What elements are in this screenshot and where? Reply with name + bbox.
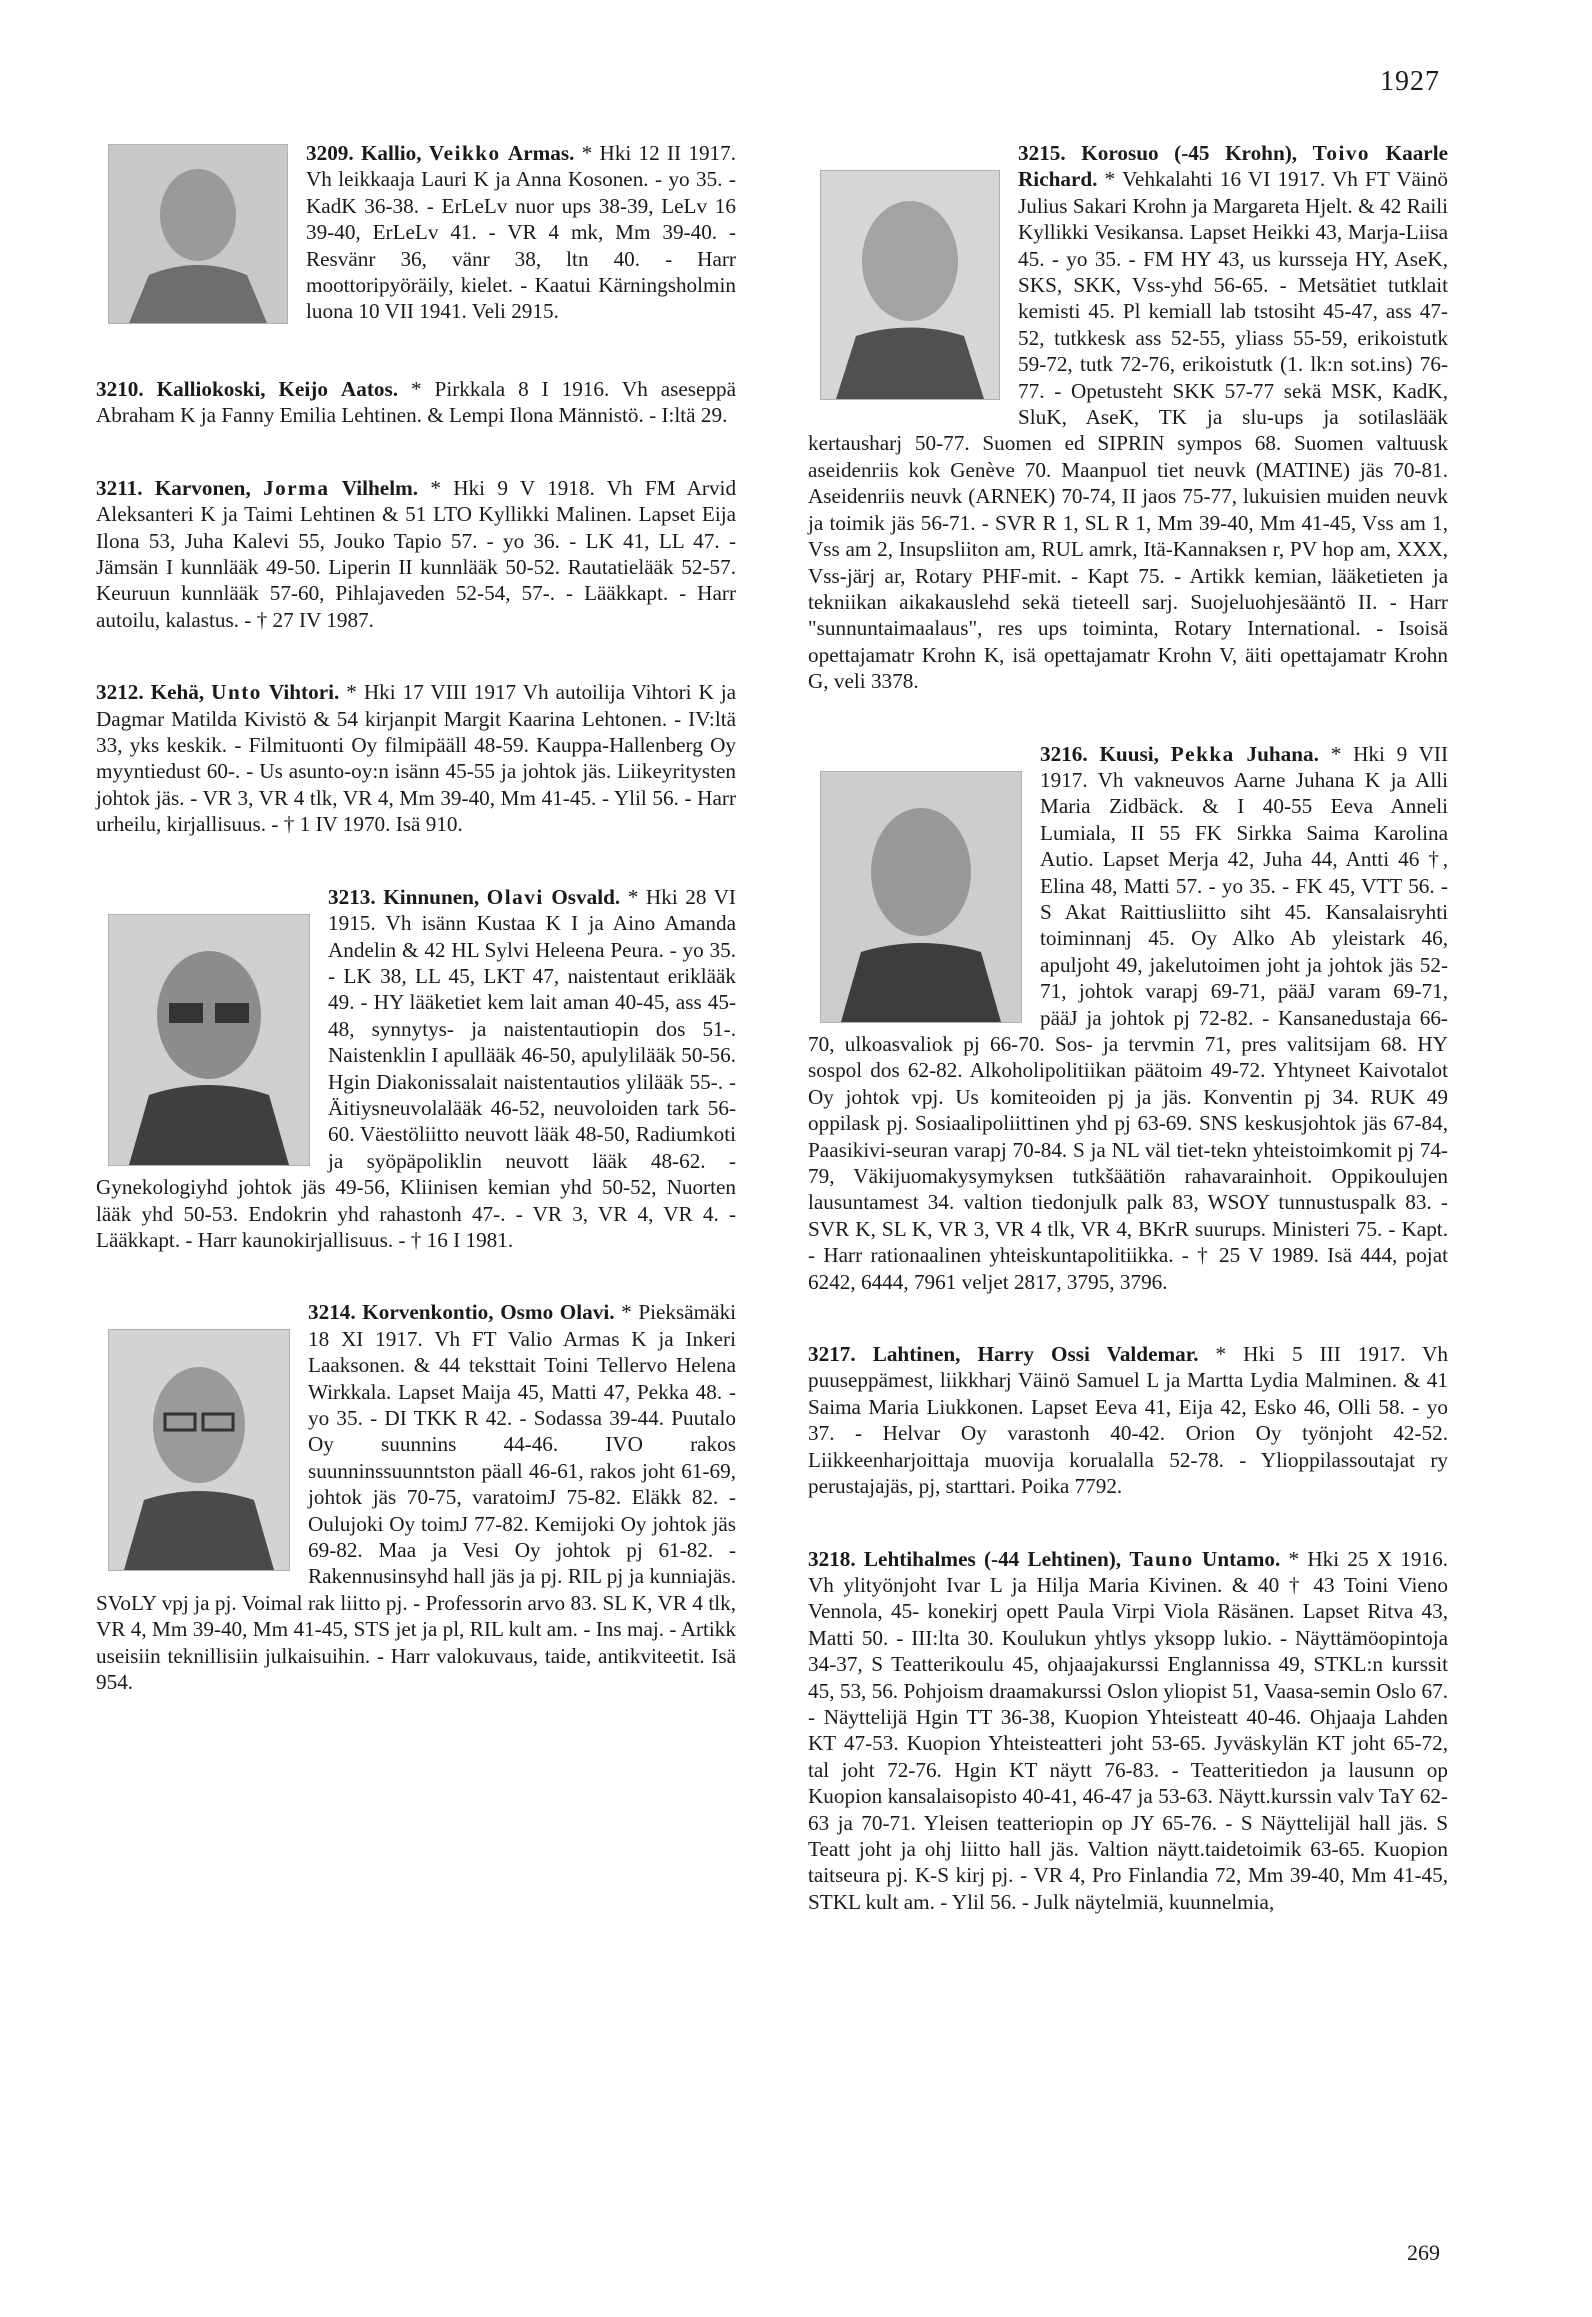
- portrait-photo: [820, 771, 1022, 1023]
- entry-3213: [96, 884, 736, 1254]
- entry-3211: [96, 475, 736, 633]
- surname: Kuusi,: [1099, 741, 1159, 766]
- other-names: Vihtori.: [268, 680, 340, 705]
- other-names: Kaarle Richard.: [1018, 141, 1448, 192]
- entry-number: 3214.: [308, 1300, 356, 1325]
- entry-body: * Hki 5 III 1917. Vh puuseppämest, liikkharj Väinö Samuel L ja Martta Lydia Malminen. & 41 Saima Maria Liukkonen. Lapset Eeva 41, Eija 42, Esko 46, Olli 58. - yo 37. - Helvar Oy varastonh 40-42. Orion Oy työnjoht 42-52. Liikkeenharjoittaja muovija korualalla 52-78. - Ylioppilassoutajat ry perustajajäs, pj, starttari. Poika 7792.: [808, 1342, 1448, 1499]
- entry-3210: [96, 376, 736, 429]
- entry-number: 3211.: [96, 475, 143, 500]
- page-year-header: 1927: [1380, 66, 1440, 97]
- entry-number: 3218.: [808, 1546, 856, 1571]
- surname: Karvonen,: [154, 475, 251, 500]
- entry-3216: [808, 741, 1448, 1296]
- entry-body: * Hki 28 VI 1915. Vh isänn Kustaa K I ja Aino Amanda Andelin & 42 HL Sylvi Heleena Peura. - yo 35. - LK 38, LL 45, LKT 47, naistentaut eriklääk 49. - HY lääketiet kem lait aman 40-45, ass 45-48, synnytys- ja naistentautiopin dos 51-. Naistenklin I apullääk 46-50, apulylilääk 50-56. Hgin Diakonissalait naistentautios ylilääk 55-. - Äitiysneuvolalääk 46-52, neuvoloiden tark 56-60. Väestöliitto neuvott lääk 48-50, Radiumkoti ja syöpäpoliklin neuvott lääk 48-62. - Gynekologiyhd johtok jäs 49-56, Kliinisen kemian yhd 50-52, Nuorten lääk yhd 50-53. Endokrin yhd rahastonh 47-. - VR 3, VR 4, VR 4. - Lääkkapt. - Harr kaunokirjallisuus. - † 16 I 1981.: [96, 884, 736, 1252]
- entry-body: * Hki 25 X 1916. Vh ylityönjoht Ivar L ja Hilja Maria Kivinen. & 40 † 43 Toini Vieno Vennola, 45- konekirj opett Paula Virpi Viola Räsänen. Lapset Ritva 43, Matti 50. - III:lta 30. Koulukun yhtlys yksopp lukio. - Näyttämöopintoja 34-37, S Teatterikoulu 45, ohjaajakurssi Englannissa 49, STKL:n kurssit 45, 53, 56. Pohjoism draamakurssi Oslon yliopist 51, Vaasa-semin Oslo 67. - Näyttelijä Hgin TT 36-38, Kuopion Yhteisteatt 40-46. Ohjaaja Lahden KT 47-53. Kuopion Yhteisteatteri joht 53-65. Jyväskylän KT joht 65-72, tal joht 72-76. Hgin KT näytt 76-83. - Teatteritiedon ja lausunn op Kuopion kansalaisopisto 40-41, 46-47 ja 53-63. Näytt.kurssin valv TaY 62-63 ja 70-71. Yleisen teatteriopin op JY 65-76. - S Näyttelijäl hall jäs. S Teatt joht ja ohj liitto hall jäs. Valtion näytt.taidetoimik 63-65. Kuopion taitseura pj. K-S kirj pj. - VR 4, Pro Finlandia 72, Mm 39-40, Mm 41-45, STKL kult am. - Ylil 56. - Julk näytelmiä, kuunnelmia,: [808, 1546, 1448, 1914]
- entry-3209: [96, 140, 736, 330]
- other-names: Harry Ossi Valdemar.: [977, 1342, 1199, 1367]
- entry-body: * Hki 9 V 1918. Vh FM Arvid Aleksanteri K ja Taimi Lehtinen & 51 LTO Kyllikki Malinen. Lapset Eija Ilona 53, Juha Kalevi 55, Jouko Tapio 57. - yo 36. - LK 41, LL 47. - Jämsän I kunnlääk 49-50. Liperin II kunnlääk 50-52. Rautatielääk 52-57. Keuruun kunnlääk 57-60, Pihlajaveden 52-54, 57-. - Lääkkapt. - Harr autoilu, kalastus. - † 27 IV 1987.: [96, 475, 737, 632]
- portrait-photo: [108, 144, 288, 324]
- entry-body: * Vehkalahti 16 VI 1917. Vh FT Väinö Julius Sakari Krohn ja Margareta Hjelt. & 42 Raili Kyllikki Vesikansa. Lapset Heikki 43, Marja-Liisa 45. - yo 35. - FM HY 43, us kursseja HY, AseK, SKS, SKK, Vss-yhd 56-65. - Metsätiet tutklait kemisti 45. Pl kemiall lab tstosiht 45-47, ass 47-52, tutkkesk ass 52-55, yliass 55-59, erikoistutk 59-72, tutk 72-76, erikoistutk (1. lk:n sot.ins) 76-77. - Opetusteht SKK 57-77 sekä MSK, KadK, SluK, AseK, TK ja slu-ups ja sotilaslääk kertausharj 50-77. Suomen ed SIPRIN sympos 68. Suomen valtuusk aseidenriis kok Genève 70. Maanpuol tiet neuvk (MATINE) jäs 70-81. Aseidenriis neuvk (ARNEK) 70-74, II jaos 75-77, lukuisien muiden neuvk ja toimik jäs 56-71. - SVR R 1, SL R 1, Mm 39-40, Mm 41-45, Vss am 1, Vss am 2, Insupsliiton am, RUL amrk, Itä-Kannaksen r, PV hop am, XXX, Vss-järj ar, Rotary PHF-mit. - Kapt 75. - Artikk kemian, lääketieten ja tekniikan aikakauslehd sekä tieteell sarj. Suojeluohjesääntö II. - Harr "sunnuntaimaalaus", res ups toiminta, Rotary International. - Isoisä opettajamatr Krohn K, isä opettajamatr Krohn V, äiti opettajamatr Krohn G, veli 3378.: [808, 167, 1449, 694]
- entry-3215: [808, 140, 1448, 695]
- entry-3217: [808, 1341, 1448, 1499]
- surname: Korvenkontio,: [362, 1300, 494, 1325]
- other-names: Osvald.: [551, 884, 621, 909]
- surname: Lahtinen,: [872, 1342, 961, 1367]
- entry-number: 3217.: [808, 1342, 856, 1367]
- entry-number: 3216.: [1040, 741, 1088, 766]
- page-number: 269: [1407, 2240, 1440, 2265]
- given-name: Jorma: [263, 475, 330, 500]
- other-names: Juhana.: [1246, 741, 1319, 766]
- given-name: Toivo: [1312, 141, 1371, 165]
- other-names: Aatos.: [340, 377, 399, 401]
- other-names: Vilhelm.: [341, 475, 419, 500]
- entry-number: 3213.: [328, 884, 376, 909]
- surname: Lehtihalmes (-44 Lehtinen),: [863, 1546, 1122, 1571]
- other-names: Olavi.: [559, 1300, 615, 1325]
- surname: Kalliokoski,: [156, 377, 266, 401]
- entry-body: * Hki 12 II 1917. Vh leikkaaja Lauri K ja Anna Kosonen. - yo 35. - KadK 36-38. - ErLeLv nuor ups 38-39, LeLv 16 39-40, ErLeLv 41. - VR 4 mk, Mm 39-40. - Resvänr 36, vänr 38, ltn 40. - Harr moottoripyöräily, kielet. - Kaatui Kärningsholmin luona 10 VII 1941. Veli 2915.: [306, 141, 737, 324]
- entry-3212: [96, 679, 736, 837]
- portrait-photo: [108, 914, 310, 1166]
- surname: Korosuo (-45 Krohn),: [1081, 141, 1298, 165]
- entry-body: * Hki 9 VII 1917. Vh vakneuvos Aarne Juhana K ja Alli Maria Zidbäck. & I 40-55 Eeva Anneli Lumiala, II 55 FK Sirkka Saima Karolina Autio. Lapset Merja 42, Juha 44, Antti 46 †, Elina 48, Matti 57. - yo 35. - FK 45, VTT 56. - S Akat Raittiusliitto siht 45. Kansalaisryhti toiminnanj 45. Oy Alko Ab yleistark 46, apuljoht 49, jakelutoimen joht ja johtok jäs 52-71, johtok varapj 69-71, pääJ varam 69-71, pääJ ja johtok pj 72-82. - Kansanedustaja 66-70, ulkoasvaliok pj 66-70. Sos- ja tervmin 71, pres valitsijam 68. HY sospol dos 62-82. Alkoholipolitiikan päätoim 49-72. Yhtyneet Kaivotalot Oy johtok vpj. Us komiteoiden pj ja jäs. Konventin pj 34. RUK 49 oppilask pj. Sosiaalipoliittinen yhd pj 63-69. SNS keskusjohtok jäs 67-84, Paasikivi-seuran varapj 70-84. S ja NL väl tiet-tekn yhteistoimkomit pj 74-79, Väkijuomakysymyksen tutkšäätiön rahavarainhoit. Oppikoulujen lausuntamest 34. valtion tiedonjulk palk 83, WSOY tunnustuspalk 83. - SVR K, SL K, VR 3, VR 4 tlk, VR 4, BKrR suurups. Ministeri 75. - Kapt. - Harr rationaalinen yhteiskuntapolitiikka. - † 25 V 1989. Isä 444, pojat 6242, 6444, 7961 veljet 2817, 3795, 3796.: [808, 741, 1449, 1294]
- given-name: Tauno: [1129, 1546, 1194, 1571]
- left-column: [96, 140, 736, 1741]
- right-column: [808, 140, 1448, 1961]
- other-names: Armas.: [507, 141, 575, 165]
- surname: Kehä,: [150, 680, 205, 705]
- entry-number: 3212.: [96, 680, 144, 705]
- given-name: Veikko: [428, 141, 501, 165]
- surname: Kallio,: [360, 141, 422, 165]
- other-names: Untamo.: [1202, 1546, 1281, 1571]
- given-name: Keijo: [278, 377, 328, 401]
- entry-number: 3210.: [96, 377, 144, 401]
- surname: Kinnunen,: [383, 884, 480, 909]
- entry-body: * Hki 17 VIII 1917 Vh autoilija Vihtori K ja Dagmar Matilda Kivistö & 54 kirjanpit Margit Kaarina Lehtonen. - IV:ltä 33, yks keskik. - Filmituonti Oy filmipääll 48-59. Kauppa-Hallenberg Oy myyntiedust 60-. - Us asunto-oy:n isänn 45-55 ja johtok jäs. Liikeyritysten johtok jäs. - VR 3, VR 4 tlk, VR 4, Mm 39-40, Mm 41-45. - Ylil 56. - Harr urheilu, kirjallisuus. - † 1 IV 1970. Isä 910.: [96, 680, 737, 837]
- given-name: Unto: [211, 680, 262, 705]
- portrait-photo: [820, 170, 1000, 400]
- entry-body: * Pirkkala 8 I 1916. Vh aseseppä Abraham K ja Fanny Emilia Lehtinen. & Lempi Ilona Männistö. - I:ltä 29.: [96, 377, 737, 428]
- given-name: Osmo: [500, 1300, 554, 1325]
- entry-number: 3215.: [1018, 141, 1066, 165]
- portrait-photo: [108, 1329, 290, 1571]
- entry-3214: [96, 1299, 736, 1695]
- entry-3218: [808, 1546, 1448, 1916]
- entry-body: * Pieksämäki 18 XI 1917. Vh FT Valio Armas K ja Inkeri Laaksonen. & 44 teksttait Toini Tellervo Helena Wirkkala. Lapset Maija 45, Matti 47, Pekka 48. - yo 35. - DI TKK R 42. - Sodassa 39-44. Puutalo Oy suunnins 44-46. IVO rakos suunninssuunntston päall 46-61, rakos joht 61-69, johtok jäs 70-75, varatoimJ 75-82. Eläkk 82. - Oulujoki Oy toimJ 77-82. Kemijoki Oy johtok jäs 69-82. Maa ja Vesi Oy johtok pj 61-82. - Rakennusinsyhd hall jäs ja pj. RIL pj ja kunniajäs. SVoLY vpj ja pj. Voimal rak liitto pj. - Professorin arvo 83. SL K, VR 4 tlk, VR 4, Mm 39-40, Mm 41-45, STS jet ja pl, RIL kult am. - Ins maj. - Artikk useisiin teknillisiin julkaisuihin. - Harr valokuvaus, taide, antikviteetit. Isä 954.: [96, 1300, 737, 1695]
- given-name: Olavi: [486, 884, 544, 909]
- given-name: Pekka: [1170, 741, 1235, 766]
- entry-number: 3209.: [306, 141, 354, 165]
